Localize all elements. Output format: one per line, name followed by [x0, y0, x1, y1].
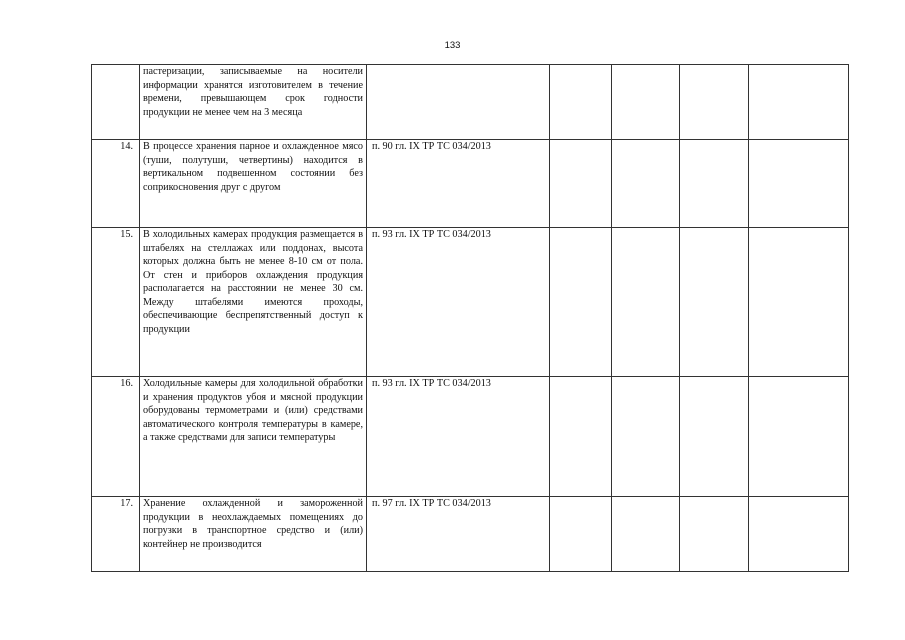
notes-cell [749, 65, 849, 140]
answer-no-cell [612, 65, 680, 140]
table-row [92, 228, 849, 377]
row-number: 16. [92, 377, 140, 497]
notes-cell [749, 497, 849, 572]
legal-reference: п. 97 гл. IX ТР ТС 034/2013 [367, 497, 550, 572]
answer-yes-cell [550, 228, 612, 377]
requirements-table [91, 64, 849, 572]
answer-na-cell [680, 377, 749, 497]
table-row [92, 140, 849, 228]
notes-cell [749, 228, 849, 377]
answer-yes-cell [550, 497, 612, 572]
requirement-text: В процессе хранения парное и охлажденное мясо (туши, полутуши, четвертины) находится в вертикальном подвешенном состоянии без соприкосновения друг с другом [140, 140, 367, 228]
answer-na-cell [680, 228, 749, 377]
answer-no-cell [612, 140, 680, 228]
answer-yes-cell [550, 65, 612, 140]
answer-na-cell [680, 65, 749, 140]
table-row [92, 65, 849, 140]
answer-na-cell [680, 140, 749, 228]
legal-reference: п. 93 гл. IX ТР ТС 034/2013 [367, 228, 550, 377]
row-number: 17. [92, 497, 140, 572]
row-number [92, 65, 140, 140]
legal-reference [367, 65, 550, 140]
table-row [92, 377, 849, 497]
requirement-text: В холодильных камерах продукция размещается в штабелях на стеллажах или поддонах, высота которых должна быть не менее 8-10 см от пола. От стен и приборов охлаждения продукция располагается на расстоянии не менее 30 см. Между штабелями имеются проходы, обеспечивающие беспрепятственный доступ к продукции [140, 228, 367, 377]
answer-yes-cell [550, 140, 612, 228]
table-row [92, 497, 849, 572]
answer-no-cell [612, 228, 680, 377]
requirement-text: Хранение охлажденной и замороженной продукции в неохлаждаемых помещениях до погрузки в транспортное средство и (или) контейнер не производится [140, 497, 367, 572]
page-number: 133 [444, 40, 461, 51]
requirement-text: Холодильные камеры для холодильной обработки и хранения продуктов убоя и мясной продукции оборудованы термометрами и (или) средствами автоматического контроля температуры в камере, а также средствами для записи температуры [140, 377, 367, 497]
row-number: 15. [92, 228, 140, 377]
row-number: 14. [92, 140, 140, 228]
legal-reference: п. 93 гл. IX ТР ТС 034/2013 [367, 377, 550, 497]
legal-reference: п. 90 гл. IX ТР ТС 034/2013 [367, 140, 550, 228]
answer-no-cell [612, 497, 680, 572]
answer-no-cell [612, 377, 680, 497]
requirement-text: пастеризации, записываемые на носители информации хранятся изготовителем в течение времени, превышающем срок годности продукции не менее чем на 3 месяца [140, 65, 367, 140]
answer-na-cell [680, 497, 749, 572]
answer-yes-cell [550, 377, 612, 497]
notes-cell [749, 140, 849, 228]
notes-cell [749, 377, 849, 497]
